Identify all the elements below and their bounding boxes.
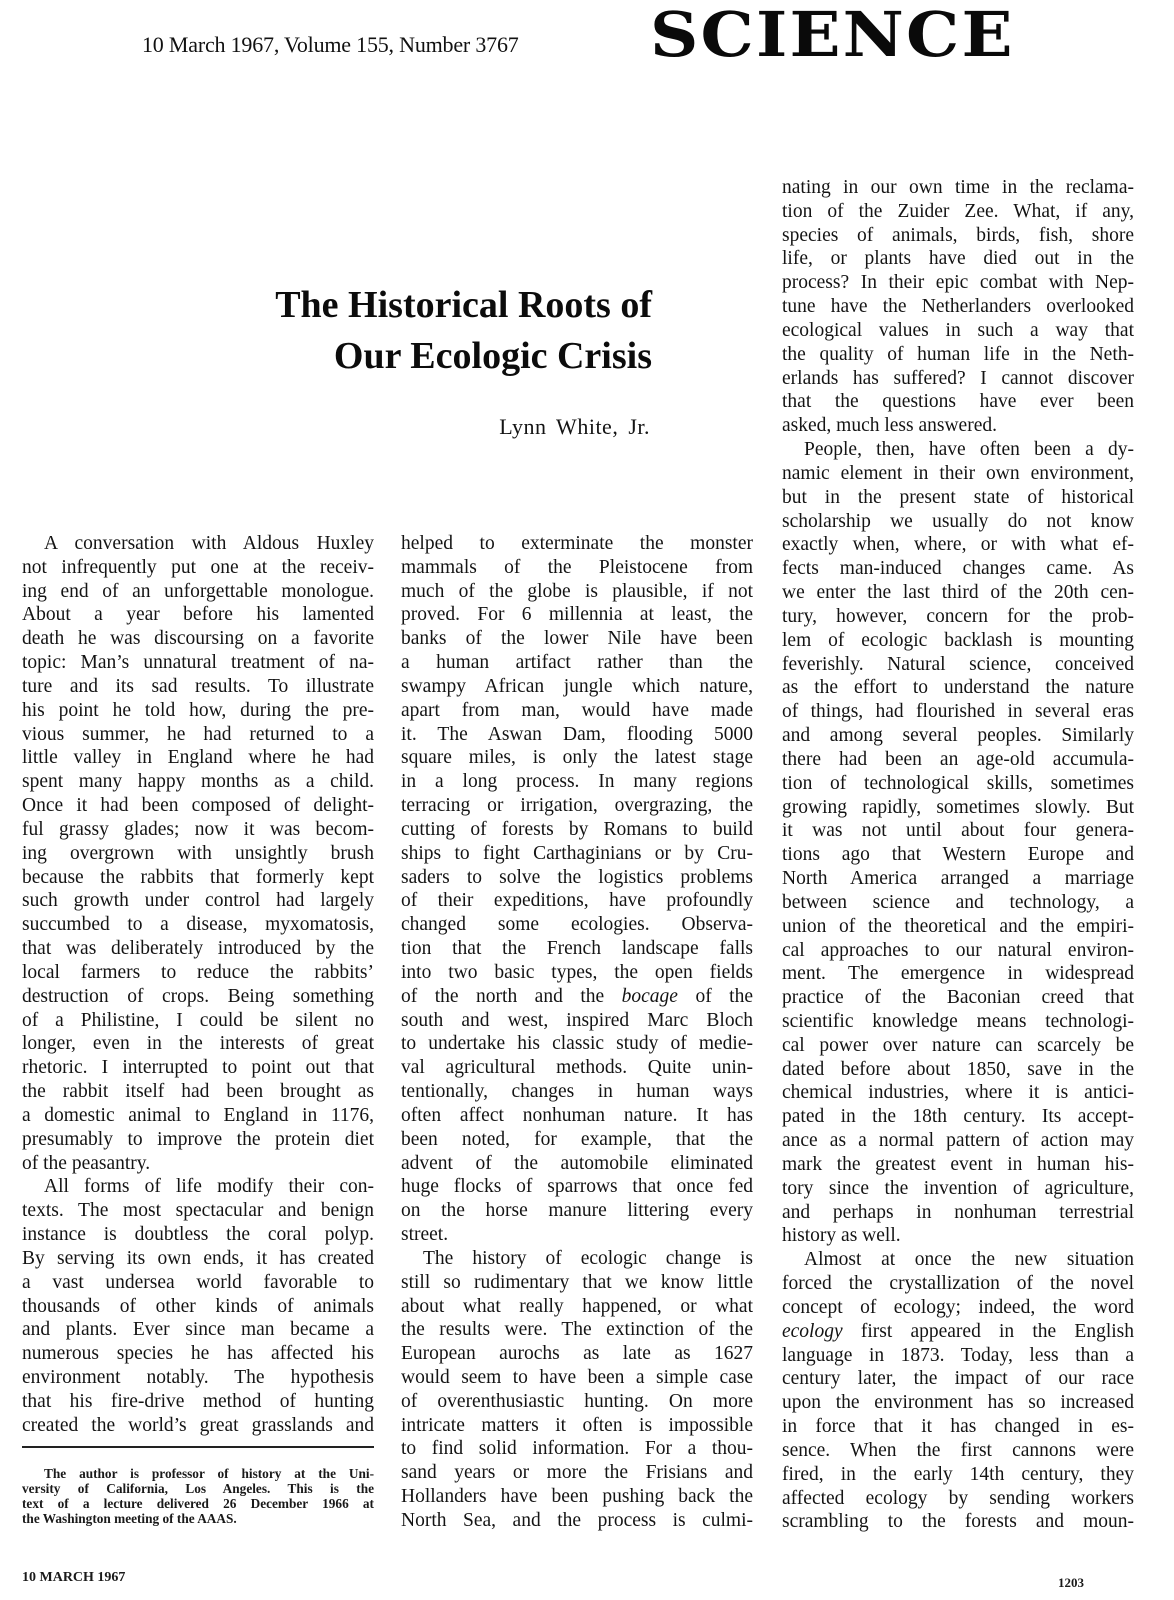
text-line: asked, much less answered. (782, 415, 997, 437)
text-line: ing overgrown with unsightly brush (22, 842, 374, 864)
text-line: process? In their epic combat with Nep- (782, 272, 1134, 294)
text-line: cal approaches to our natural environ- (782, 939, 1134, 961)
text-line: his point he told how, during the pre- (22, 699, 374, 721)
text-line: lem of ecologic backlash is mounting (782, 629, 1134, 651)
text-line: and plants. Ever since man became a (22, 1319, 374, 1341)
text-line: it. The Aswan Dam, flooding 5000 (401, 723, 753, 745)
text-line: that was deliberately introduced by the (22, 938, 374, 960)
text-line: a vast undersea world favorable to (22, 1271, 374, 1293)
text-line: feverishly. Natural science, conceived (782, 653, 1134, 675)
text-line: we enter the last third of the 20th cen- (782, 582, 1134, 604)
text-line: mammals of the Pleistocene from (401, 556, 753, 578)
text-line: mark the greatest event in human his- (782, 1153, 1134, 1175)
text-line: apart from man, would have made (401, 699, 753, 721)
text-line: rhetoric. I interrupted to point out that (22, 1057, 374, 1079)
text-line: century later, the impact of our race (782, 1368, 1134, 1390)
text-line: pated in the 18th century. Its accept- (782, 1106, 1134, 1128)
text-line: concept of ecology; indeed, the word (782, 1296, 1134, 1318)
text-line: of overenthusiastic hunting. On more (401, 1390, 753, 1412)
text-line: sence. When the first cannons were (782, 1439, 1134, 1461)
text-line: succumbed to a disease, myxomatosis, (22, 914, 374, 936)
text-line: of their expeditions, have profoundly (401, 890, 753, 912)
text-line: the rabbit itself had been brought as (22, 1081, 374, 1103)
text-line: to find solid information. For a thou- (401, 1438, 753, 1460)
text-line: huge flocks of sparrows that once fed (401, 1176, 753, 1198)
text-line: tury, however, concern for the prob- (782, 605, 1134, 627)
text-line: little valley in England where he had (22, 747, 374, 769)
issue-line: 10 March 1967, Volume 155, Number 3767 (142, 32, 519, 57)
article-title (275, 280, 652, 382)
text-line: vious summer, he had returned to a (22, 723, 374, 745)
text-line: A conversation with Aldous Huxley (44, 533, 374, 554)
text-line: cutting of forests by Romans to build (401, 818, 753, 840)
text-line: tions ago that Western Europe and (782, 844, 1134, 866)
text-line: that his fire-drive method of hunting (22, 1390, 374, 1412)
text-line: changed some ecologies. Observa- (401, 914, 753, 936)
text-line: of a Philistine, I could be silent no (22, 1009, 374, 1031)
text-line: such growth under control had largely (22, 890, 374, 912)
text-line: namic element in their own environment, (782, 462, 1134, 484)
text-line: presumably to improve the protein diet (22, 1128, 374, 1150)
text-line: species of animals, birds, fish, shore (782, 224, 1134, 246)
text-line: growing rapidly, sometimes slowly. But (782, 796, 1134, 818)
text-line: People, then, have often been a dy- (804, 439, 1134, 461)
author-footnote (22, 1466, 374, 1526)
text-line: proved. For 6 millennia at least, the (401, 604, 753, 626)
text-line: helped to exterminate the monster (401, 533, 753, 554)
text-line: the results were. The extinction of the (401, 1319, 753, 1341)
text-line: that the questions have ever been (782, 391, 1134, 413)
text-line: of things, had flourished in several eras (782, 701, 1134, 723)
footnote-rule (22, 1446, 374, 1448)
text-line: fects man-induced changes came. As (782, 558, 1134, 580)
text-line: Once it had been composed of delight- (22, 795, 374, 817)
title-line: The Historical Roots of (275, 284, 652, 326)
text-line: upon the environment has so increased (782, 1392, 1134, 1414)
footer-date: 10 MARCH 1967 (22, 1570, 126, 1585)
text-line: tentionally, changes in human ways (401, 1081, 753, 1103)
text-line: By serving its own ends, it has created (22, 1247, 374, 1269)
title-line: Our Ecologic Crisis (333, 335, 652, 377)
text-line: ment. The emergence in widespread (782, 963, 1134, 985)
text-line: of the peasantry. (22, 1152, 151, 1174)
text-line: numerous species he has affected his (22, 1343, 374, 1365)
text-line: exactly when, where, or with what ef- (782, 534, 1134, 556)
text-line: saders to solve the logistics problems (401, 866, 753, 888)
text-line: life, or plants have died out in the (782, 248, 1134, 270)
text-line: ecology first appeared in the English (782, 1320, 1134, 1342)
text-line: The history of ecologic change is (423, 1247, 753, 1269)
text-line: tion that the French landscape falls (401, 938, 753, 960)
text-line: environment notably. The hypothesis (22, 1366, 374, 1388)
text-line: terracing or irrigation, overgrazing, the (401, 795, 753, 817)
text-line: not infrequently put one at the receiv- (22, 556, 374, 578)
text-line: on the horse manure littering every (401, 1200, 753, 1222)
text-line: cal power over nature can scarcely be (782, 1034, 1134, 1056)
text-line: between science and technology, a (782, 891, 1134, 913)
text-line: history as well. (782, 1225, 901, 1247)
text-line: fired, in the early 14th century, they (782, 1463, 1134, 1485)
text-line: in a long process. In many regions (401, 771, 753, 793)
text-line: North Sea, and the process is culmi- (401, 1509, 753, 1531)
text-line: ecological values in such a way that (782, 319, 1134, 341)
text-line: swampy African jungle which nature, (401, 675, 753, 697)
text-line: to undertake his classic study of medie- (401, 1033, 753, 1055)
footnote-line: The author is professor of history at the Uni- (44, 1466, 374, 1481)
text-line: ture and its sad results. To illustrate (22, 675, 374, 697)
text-line: Hollanders have been pushing back the (401, 1486, 753, 1508)
text-line: intricate matters it often is impossible (401, 1414, 753, 1436)
italic-term: bocage (621, 985, 678, 1007)
text-line: death he was discoursing on a favorite (22, 628, 374, 650)
text-line: language in 1873. Today, less than a (782, 1344, 1134, 1366)
text-line: About a year before his lamented (22, 604, 374, 626)
text-line: because the rabbits that formerly kept (22, 866, 374, 888)
text-line: square miles, is only the latest stage (401, 747, 753, 769)
text-line: about what really happened, or what (401, 1295, 753, 1317)
text-line: tory since the invention of agriculture, (782, 1177, 1134, 1199)
text-line: tion of technological skills, sometimes (782, 772, 1134, 794)
text-line: longer, even in the interests of great (22, 1033, 374, 1055)
text-line: practice of the Baconian creed that (782, 987, 1134, 1009)
body-column-2 (401, 532, 753, 1533)
text-line: created the world’s great grasslands and (22, 1414, 374, 1436)
text-line: the quality of human life in the Neth- (782, 343, 1134, 365)
text-line: dated before about 1850, save in the (782, 1058, 1134, 1080)
body-column-1 (22, 532, 374, 1437)
text-line: there had been an age-old accumula- (782, 748, 1134, 770)
text-line: advent of the automobile eliminated (401, 1152, 753, 1174)
text-line: in force that it has changed in es- (782, 1416, 1134, 1438)
text-line: Almost at once the new situation (804, 1249, 1134, 1271)
text-line: south and west, inspired Marc Bloch (401, 1009, 753, 1031)
text-line: but in the present state of historical (782, 486, 1134, 508)
text-line: texts. The most spectacular and benign (22, 1200, 374, 1222)
text-line: union of the theoretical and the empiri- (782, 915, 1134, 937)
text-line: ships to fight Carthaginians or by Cru- (401, 842, 753, 864)
text-line: and among several peoples. Similarly (782, 725, 1134, 747)
text-line: and perhaps in nonhuman terrestrial (782, 1201, 1134, 1223)
footnote-line: text of a lecture delivered 26 December 1966 at (22, 1496, 374, 1511)
text-line: North America arranged a marriage (782, 868, 1134, 890)
text-line: scrambling to the forests and moun- (782, 1511, 1134, 1533)
text-line: as the effort to understand the nature (782, 677, 1134, 699)
text-line: much of the globe is plausible, if not (401, 580, 753, 602)
text-line: instance is doubtless the coral polyp. (22, 1224, 374, 1246)
text-line: tune have the Netherlanders overlooked (782, 296, 1134, 318)
text-line: scholarship we usually do not know (782, 510, 1134, 532)
footnote-line: versity of California, Los Angeles. This is the (22, 1481, 374, 1496)
text-line: scientific knowledge means technologi- (782, 1010, 1134, 1032)
text-line: ance as a normal pattern of action may (782, 1130, 1134, 1152)
footnote-line: the Washington meeting of the AAAS. (22, 1511, 237, 1526)
text-line: it was not until about four genera- (782, 820, 1134, 842)
text-line: thousands of other kinds of animals (22, 1295, 374, 1317)
text-line: would seem to have been a simple case (401, 1366, 753, 1388)
text-line: street. (401, 1224, 449, 1246)
body-column-3 (782, 176, 1134, 1534)
text-line: val agricultural methods. Quite unin- (401, 1057, 753, 1079)
text-line: affected ecology by sending workers (782, 1487, 1134, 1509)
italic-term: ecology (782, 1320, 843, 1342)
text-line: ful grassy glades; now it was becom- (22, 818, 374, 840)
text-line: spent many happy months as a child. (22, 771, 374, 793)
text-line: still so rudimentary that we know little (401, 1271, 753, 1293)
text-line: forced the crystallization of the novel (782, 1273, 1134, 1295)
text-line: local farmers to reduce the rabbits’ (22, 961, 374, 983)
text-line: of the north and the bocage of the (401, 985, 753, 1007)
text-line: chemical industries, where it is antici- (782, 1082, 1134, 1104)
journal-masthead: SCIENCE (650, 0, 1015, 71)
page-number: 1203 (1058, 1575, 1084, 1590)
text-line: sand years or more the Frisians and (401, 1462, 753, 1484)
text-line: a human artifact rather than the (401, 652, 753, 674)
text-line: been noted, for example, that the (401, 1128, 753, 1150)
text-line: into two basic types, the open fields (401, 961, 753, 983)
text-line: banks of the lower Nile have been (401, 628, 753, 650)
text-line: often affect nonhuman nature. It has (401, 1104, 753, 1126)
text-line: European aurochs as late as 1627 (401, 1343, 753, 1365)
text-line: topic: Man’s unnatural treatment of na- (22, 652, 374, 674)
text-line: destruction of crops. Being something (22, 985, 374, 1007)
text-line: a domestic animal to England in 1176, (22, 1104, 374, 1126)
text-line: All forms of life modify their con- (44, 1176, 374, 1198)
text-line: erlands has suffered? I cannot discover (782, 367, 1134, 389)
author-byline: Lynn White, Jr. (499, 414, 650, 439)
text-line: ing end of an unforgettable monologue. (22, 580, 374, 602)
text-line: tion of the Zuider Zee. What, if any, (782, 200, 1134, 222)
text-line: nating in our own time in the reclama- (782, 177, 1134, 198)
